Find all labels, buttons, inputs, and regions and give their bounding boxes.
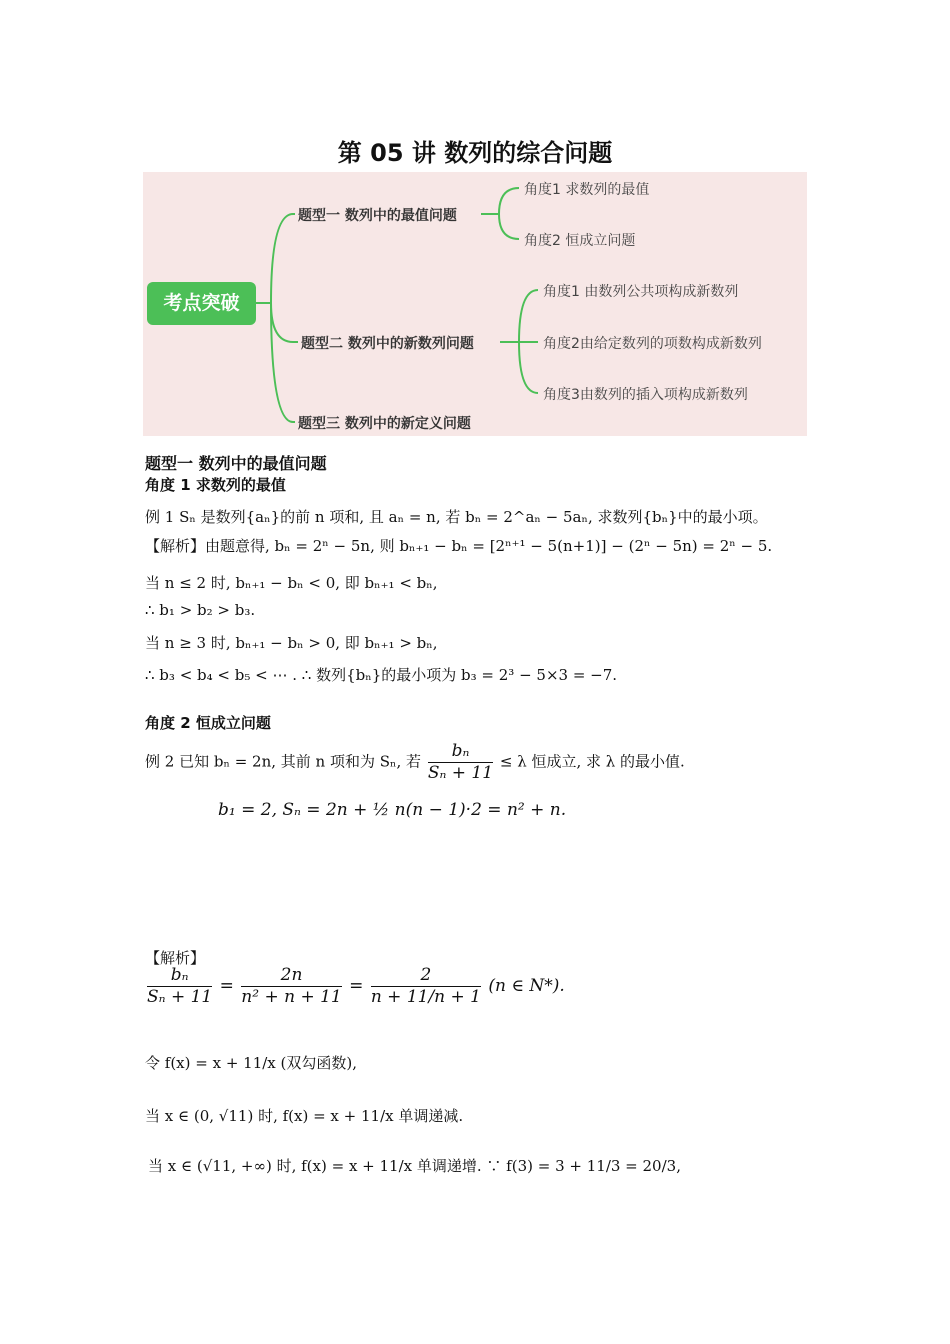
example-2-post: ≤ λ 恒成立, 求 λ 的最小值. [499,752,685,771]
mind-map-root: 考点突破 [147,282,256,325]
angle1-heading: 角度 1 求数列的最值 [145,476,286,494]
eq1-frac-1-den: Sₙ + 11 [147,986,213,1007]
solution-1-line-3: ∴ b₁ > b₂ > b₃. [145,601,256,619]
page-title: 第 05 讲 数列的综合问题 [337,139,613,167]
eq1-frac-1 [147,966,212,1007]
line-increasing: 当 x ∈ (√11, +∞) 时, f(x) = x + 11/x 单调递增. ∵ f(3) = 3 + 11/3 = 20/3, [148,1157,681,1175]
mind-map-type-2: 题型二 数列中的新数列问题 [301,336,474,352]
equation-1: $\frac{\text{bₙ}}{\text{Sₙ + 11}}$ = $\frac{2n}{\text{n² + n + 11}}$ = $\frac{2}{n + 11/n + 1}$ (n ∈ N*). [147,965,565,1007]
solution-1-line-1: 【解析】由题意得, bₙ = 2ⁿ − 5n, 则 bₙ₊₁ − bₙ = [2ⁿ⁺¹ − 5(n+1)] − (2ⁿ − 5n) = 2ⁿ − 5. [145,537,773,555]
eq1-frac-3-num: 2 [420,965,432,985]
mind-map-angle-1-1: 角度1 求数列的最值 [524,182,650,198]
mind-map-type-1: 题型一 数列中的最值问题 [298,208,457,224]
mind-map-angle-1-2: 角度2 恒成立问题 [524,233,636,249]
mind-map-angle-2-1: 角度1 由数列公共项构成新数列 [543,284,739,300]
mind-map-angle-2-3: 角度3由数列的插入项构成新数列 [543,387,748,403]
mind-map-angle-2-2: 角度2由给定数列的项数构成新数列 [543,336,762,352]
eq1-frac-2-num: 2n [280,965,303,985]
eq1-frac-2-den: n² + n + 11 [241,986,342,1007]
solution-1-line-4: 当 n ≥ 3 时, bₙ₊₁ − bₙ > 0, 即 bₙ₊₁ > bₙ, [145,634,438,652]
solution-2-label: 【解析】 [145,949,206,967]
solution-1-line-5: ∴ b₃ < b₄ < b₅ < ⋯ . ∴ 数列{bₙ}的最小项为 b₃ = 2³ − 5×3 = −7. [145,666,618,684]
angle2-heading: 角度 2 恒成立问题 [145,714,271,732]
given-line: b₁ = 2, Sₙ = 2n + ½ n(n − 1)·2 = n² + n. [218,800,567,820]
line-decreasing: 当 x ∈ (0, √11) 时, f(x) = x + 11/x 单调递减. [145,1107,464,1125]
line-f-definition: 令 f(x) = x + 11/x (双勾函数), [145,1054,357,1072]
eq1-frac-3-den: n + 11/n + 1 [370,986,481,1007]
example-1: 例 1 Sₙ 是数列{aₙ}的前 n 项和, 且 aₙ = n, 若 bₙ = 2^aₙ − 5aₙ, 求数列{bₙ}中的最小项。 [145,508,768,526]
eq1-frac-2 [241,966,341,1007]
example-2-pre: 例 2 已知 bₙ = 2n, 其前 n 项和为 Sₙ, 若 [145,752,422,771]
eq1-frac-3 [371,966,481,1007]
example-2-frac-num: bₙ [451,741,470,761]
eq1-frac-1-num: bₙ [170,965,189,985]
solution-1-line-2: 当 n ≤ 2 时, bₙ₊₁ − bₙ < 0, 即 bₙ₊₁ < bₙ, [145,574,438,592]
eq1-domain: (n ∈ N*). [488,976,565,997]
example-2-fraction [428,742,493,783]
example-2-frac-den: Sₙ + 11 [427,762,494,783]
mind-map-type-3: 题型三 数列中的新定义问题 [298,416,471,432]
section-heading: 题型一 数列中的最值问题 [145,454,327,473]
mind-map [143,172,807,436]
example-2 [145,742,685,783]
